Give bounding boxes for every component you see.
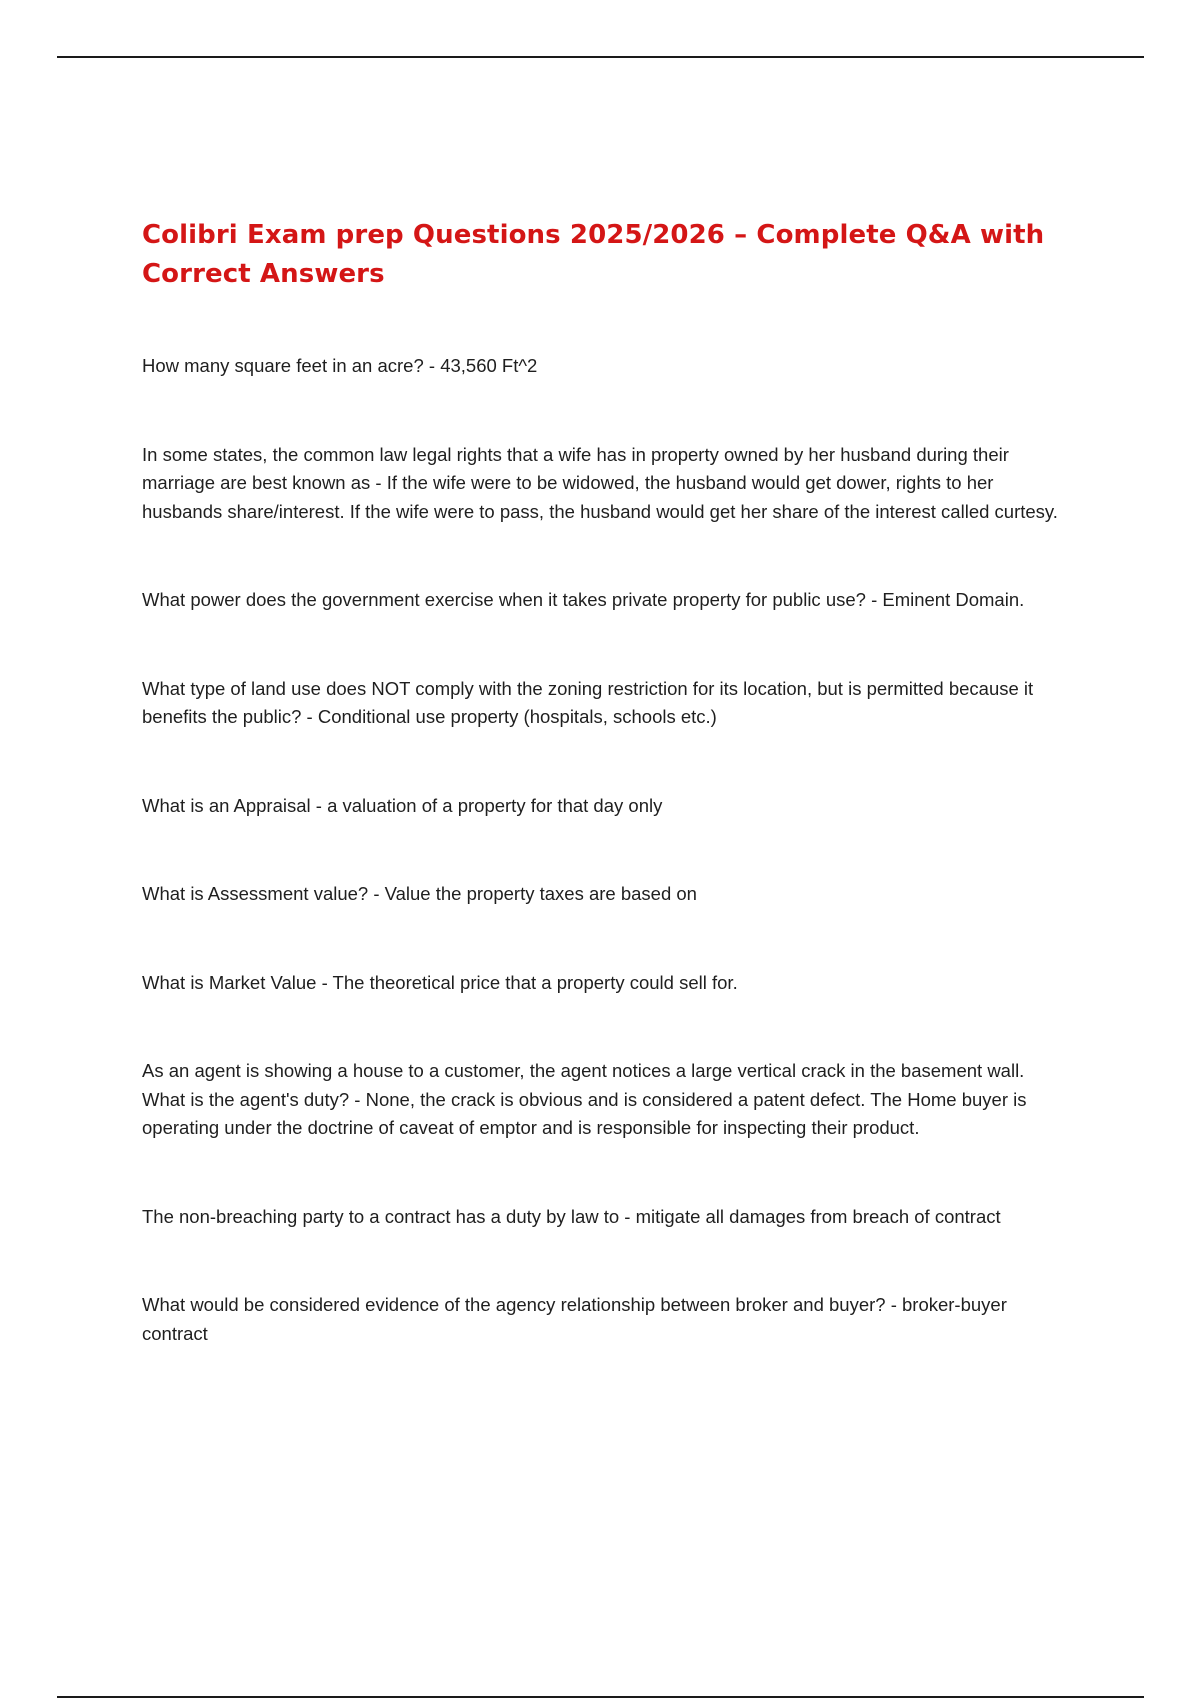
- document-title: Colibri Exam prep Questions 2025/2026 – Complete Q&A with Correct Answers: [142, 220, 1045, 289]
- qa-item: What power does the government exercise when it takes private property for public use? - Eminent Domain.: [142, 589, 1025, 610]
- qa-item: What is Market Value - The theoretical price that a property could sell for.: [142, 971, 738, 993]
- qa-item: What is Assessment value? - Value the property taxes are based on: [142, 883, 697, 904]
- document-content: [142, 216, 1072, 1408]
- qa-item: What would be considered evidence of the agency relationship between broker and buyer? - broker-buyer contract: [142, 1294, 1007, 1344]
- qa-item: What type of land use does NOT comply with the zoning restriction for its location, but is permitted because it benefits the public? - Conditional use property (hospitals, schools etc.): [142, 677, 1034, 727]
- qa-item: As an agent is showing a house to a customer, the agent notices a large vertical crack in the basement wall. What is the agent's duty? - None, the crack is obvious and is considered a patent defect. The Home buyer is operating under the doctrine of caveat of emptor and is responsible for inspecting their product.: [142, 1060, 1027, 1138]
- qa-item: How many square feet in an acre? - 43,560 Ft^2: [142, 355, 538, 376]
- qa-item: What is an Appraisal - a valuation of a property for that day only: [142, 794, 663, 816]
- qa-item: In some states, the common law legal rights that a wife has in property owned by her husband during their marriage are best known as - If the wife were to be widowed, the husband would get dower, rights to her husbands share/interest. If the wife were to pass, the husband would get her share of the interest called curtesy.: [142, 443, 1058, 522]
- qa-list: [142, 352, 1072, 1348]
- qa-item: The non-breaching party to a contract has a duty by law to - mitigate all damages from breach of contract: [142, 1205, 1001, 1227]
- footer-rule: [57, 1696, 1144, 1698]
- header-rule: [57, 56, 1144, 58]
